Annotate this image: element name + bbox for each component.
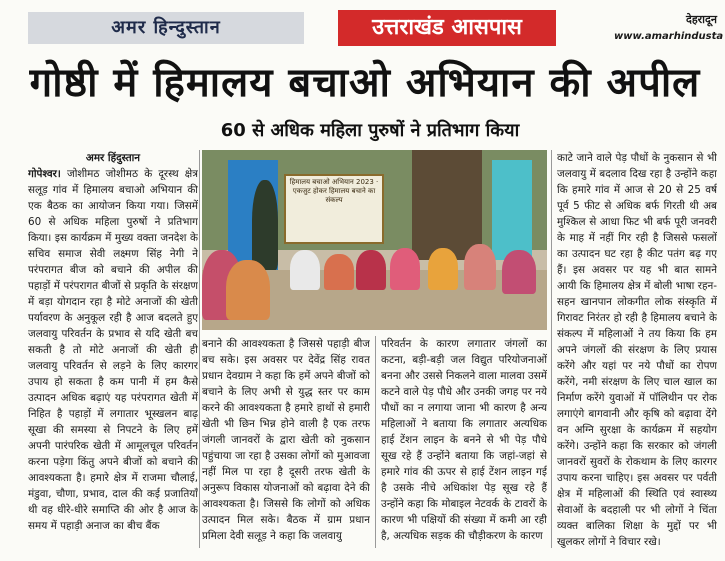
- meeting-photo: [202, 150, 547, 330]
- headline: गोष्ठी में हिमालय बचाओ अभियान की अपील: [29, 60, 701, 106]
- byline: अमर हिंदुस्तान: [85, 152, 141, 164]
- subheadline: 60 से अधिक महिला पुरुषों ने प्रतिभाग किया: [220, 120, 520, 141]
- edition-city: देहरादून: [686, 13, 717, 26]
- masthead: [0, 0, 725, 48]
- dateline: गोपेश्वर।: [28, 168, 61, 180]
- column-1-text: जोशीमठ जोशीमठ के दूरस्थ क्षेत्र सलूड़ गांव में हिमालय बचाओ अभियान की एक बैठक का आयोजन किया गया। जिसमें 60 से अधिक महिला पुरुषों ने प्रतिभाग किया। इस कार्यक्रम में मुख्य वक्ता जनदेश के सचिव समाज सेवी लक्ष्मण सिंह नेगी ने परंपरागत बीज को बचाने की अपील की पहाड़ों में परंपरागत बीजों से प्रकृति के संरक्षण में बड़ा योगदान रहा है मोटे अनाजों की खेती पर्यावरण के अनुकूल रही है आज बदलते हुए जलवायु परिवर्तन के प्रभाव से यदि खेती बच सकती है तो मोटे अनाजों की खेती ही जलवायु परिवर्तन से लड़ने के लिए कारगर उपाय हो सकता है कम पानी में हम कैसे उत्पादन अधिक बढ़ाएं यह परंपरागत खेती में निहित है पहाड़ों में लगातार भूस्खलन बाढ़ सूखा की समस्या से निपटने के लिए हमें अपनी पारंपरिक खेती में आमूलचूल परिवर्तन करना पड़ेगा किंतु अपने बीजों को बचाने की आवश्यकता है। हमारे क्षेत्र में राजमा चौलाई, मंडुवा, चौणा, प्रभाव, दाल की कई प्रजातियाँ थी वह धीरे-धीरे समाप्ति की ओर है आज के समय में पहाड़ी अनाज का बीच बैंक: [28, 168, 198, 532]
- article-column-1: [28, 150, 198, 548]
- article-column-2: बनाने की आवश्यकता है जिससे पहाड़ी बीज बच सके। इस अवसर पर देवेंद्र सिंह रावत प्रधान देवग्राम ने कहा कि हमें अपने बीजों को बचाने के लिए अभी से युद्ध स्तर पर काम करने की आवश्यकता है हमारे हाथों से हमारी खेती भी छिन भिन्न होने वाली है एक तरफ जंगली जानवरों के द्वारा खेती को नुकसान पहुंचाया जा रहा है उसका लोगों को मुआवजा नहीं मिल पा रहा है दूसरी तरफ खेती के अनुरूप विकास योजनाओं को बढ़ावा देने की आवश्यकता है। जिससे कि लोगों को अधिक उत्पादन मिल सके। बैठक में ग्राम प्रधान प्रमिला देवी सलूड़ ने कहा कि जलवायु: [202, 338, 370, 542]
- article-column-4: काटे जाने वाले पेड़ पौधों के नुकसान से भी जलवायु में बदलाव दिख रहा है उन्होंने कहा कि हमारे गांव में आज से 20 से 25 वर्ष पूर्व 5 फीट से अधिक बर्फ गिरती थी अब मुश्किल से आधा फिट भी बर्फ पूरी जनवरी के माह में नहीं गिर रही है जिससे फसलों का उत्पादन घट रहा है कीट पतंग बढ़ गए हैं। इस अवसर पर यह भी बात सामने आयी कि हिमालय क्षेत्र में बोली भाषा रहन-सहन खानपान लोकगीत लोक संस्कृति में गिरावट निरंतर हो रही है हिमालय बचाने के संकल्प में महिलाओं ने तय किया कि हम अपने जंगलों की संरक्षण के लिए प्रयास करेंगे और यहां पर नये पौधों का रोपण करेंगे, नमी संरक्षण के लिए चाल खाल का निर्माण करेंगे युवाओं में पॉलिथीन पर रोक लगाएंगे बागवानी और कृषि को बढ़ावा देंगे वन अग्नि सुरक्षा के कार्यक्रम में सहयोग करेंगे। उन्होंने कहा कि सरकार को जंगली जानवरों सुवरों के रोकथाम के लिए कारगर उपाय करना चाहिए। इस अवसर पर पर्वती क्षेत्र में महिलाओं की स्थिति एवं स्वास्थ्य सेवाओं के बदहाली पर भी लोगों ने चिंता व्यक्त बालिका शिक्षा के मुद्दों पर भी खुलकर लोगों ने विचार रखे।: [557, 152, 717, 548]
- section-title: उत्तराखंड आसपास: [338, 10, 556, 46]
- masthead-brand: अमर हिन्दुस्तान: [28, 12, 304, 44]
- website-url: www.amarhindusta: [614, 31, 724, 42]
- article-column-3: परिवर्तन के कारण लगातार जंगलों का कटना, बड़ी-बड़ी जल विद्युत परियोजनाओं बनना और उससे निकलने वाला मालवा उसमें कटने वाले पेड़ पौधे और उनकी जगह पर नये पौधों का न लगाया जाना भी कारण है अन्य महिलाओं ने बताया कि लगातार अत्यधिक हाई टेंशन लाइन के बनने से भी पेड़ पौधे सूख रहे हैं उन्होंने बताया कि जहां-जहां से हमारे गांव की ऊपर से हाई टेंशन लाइन गई है उसके नीचे अधिकांश पेड़ सूख रहे हैं उन्होंने कहा कि मोबाइल नेटवर्क के टावरों के कारण भी पक्षियों की संख्या में कमी आ रही है, अत्यधिक सड़क की चौड़ीकरण के कारण: [381, 338, 547, 542]
- photo-banner: हिमालय बचाओ अभियान 2023 · एकजुट होकर हिमालय बचाने का संकल्प: [284, 174, 384, 244]
